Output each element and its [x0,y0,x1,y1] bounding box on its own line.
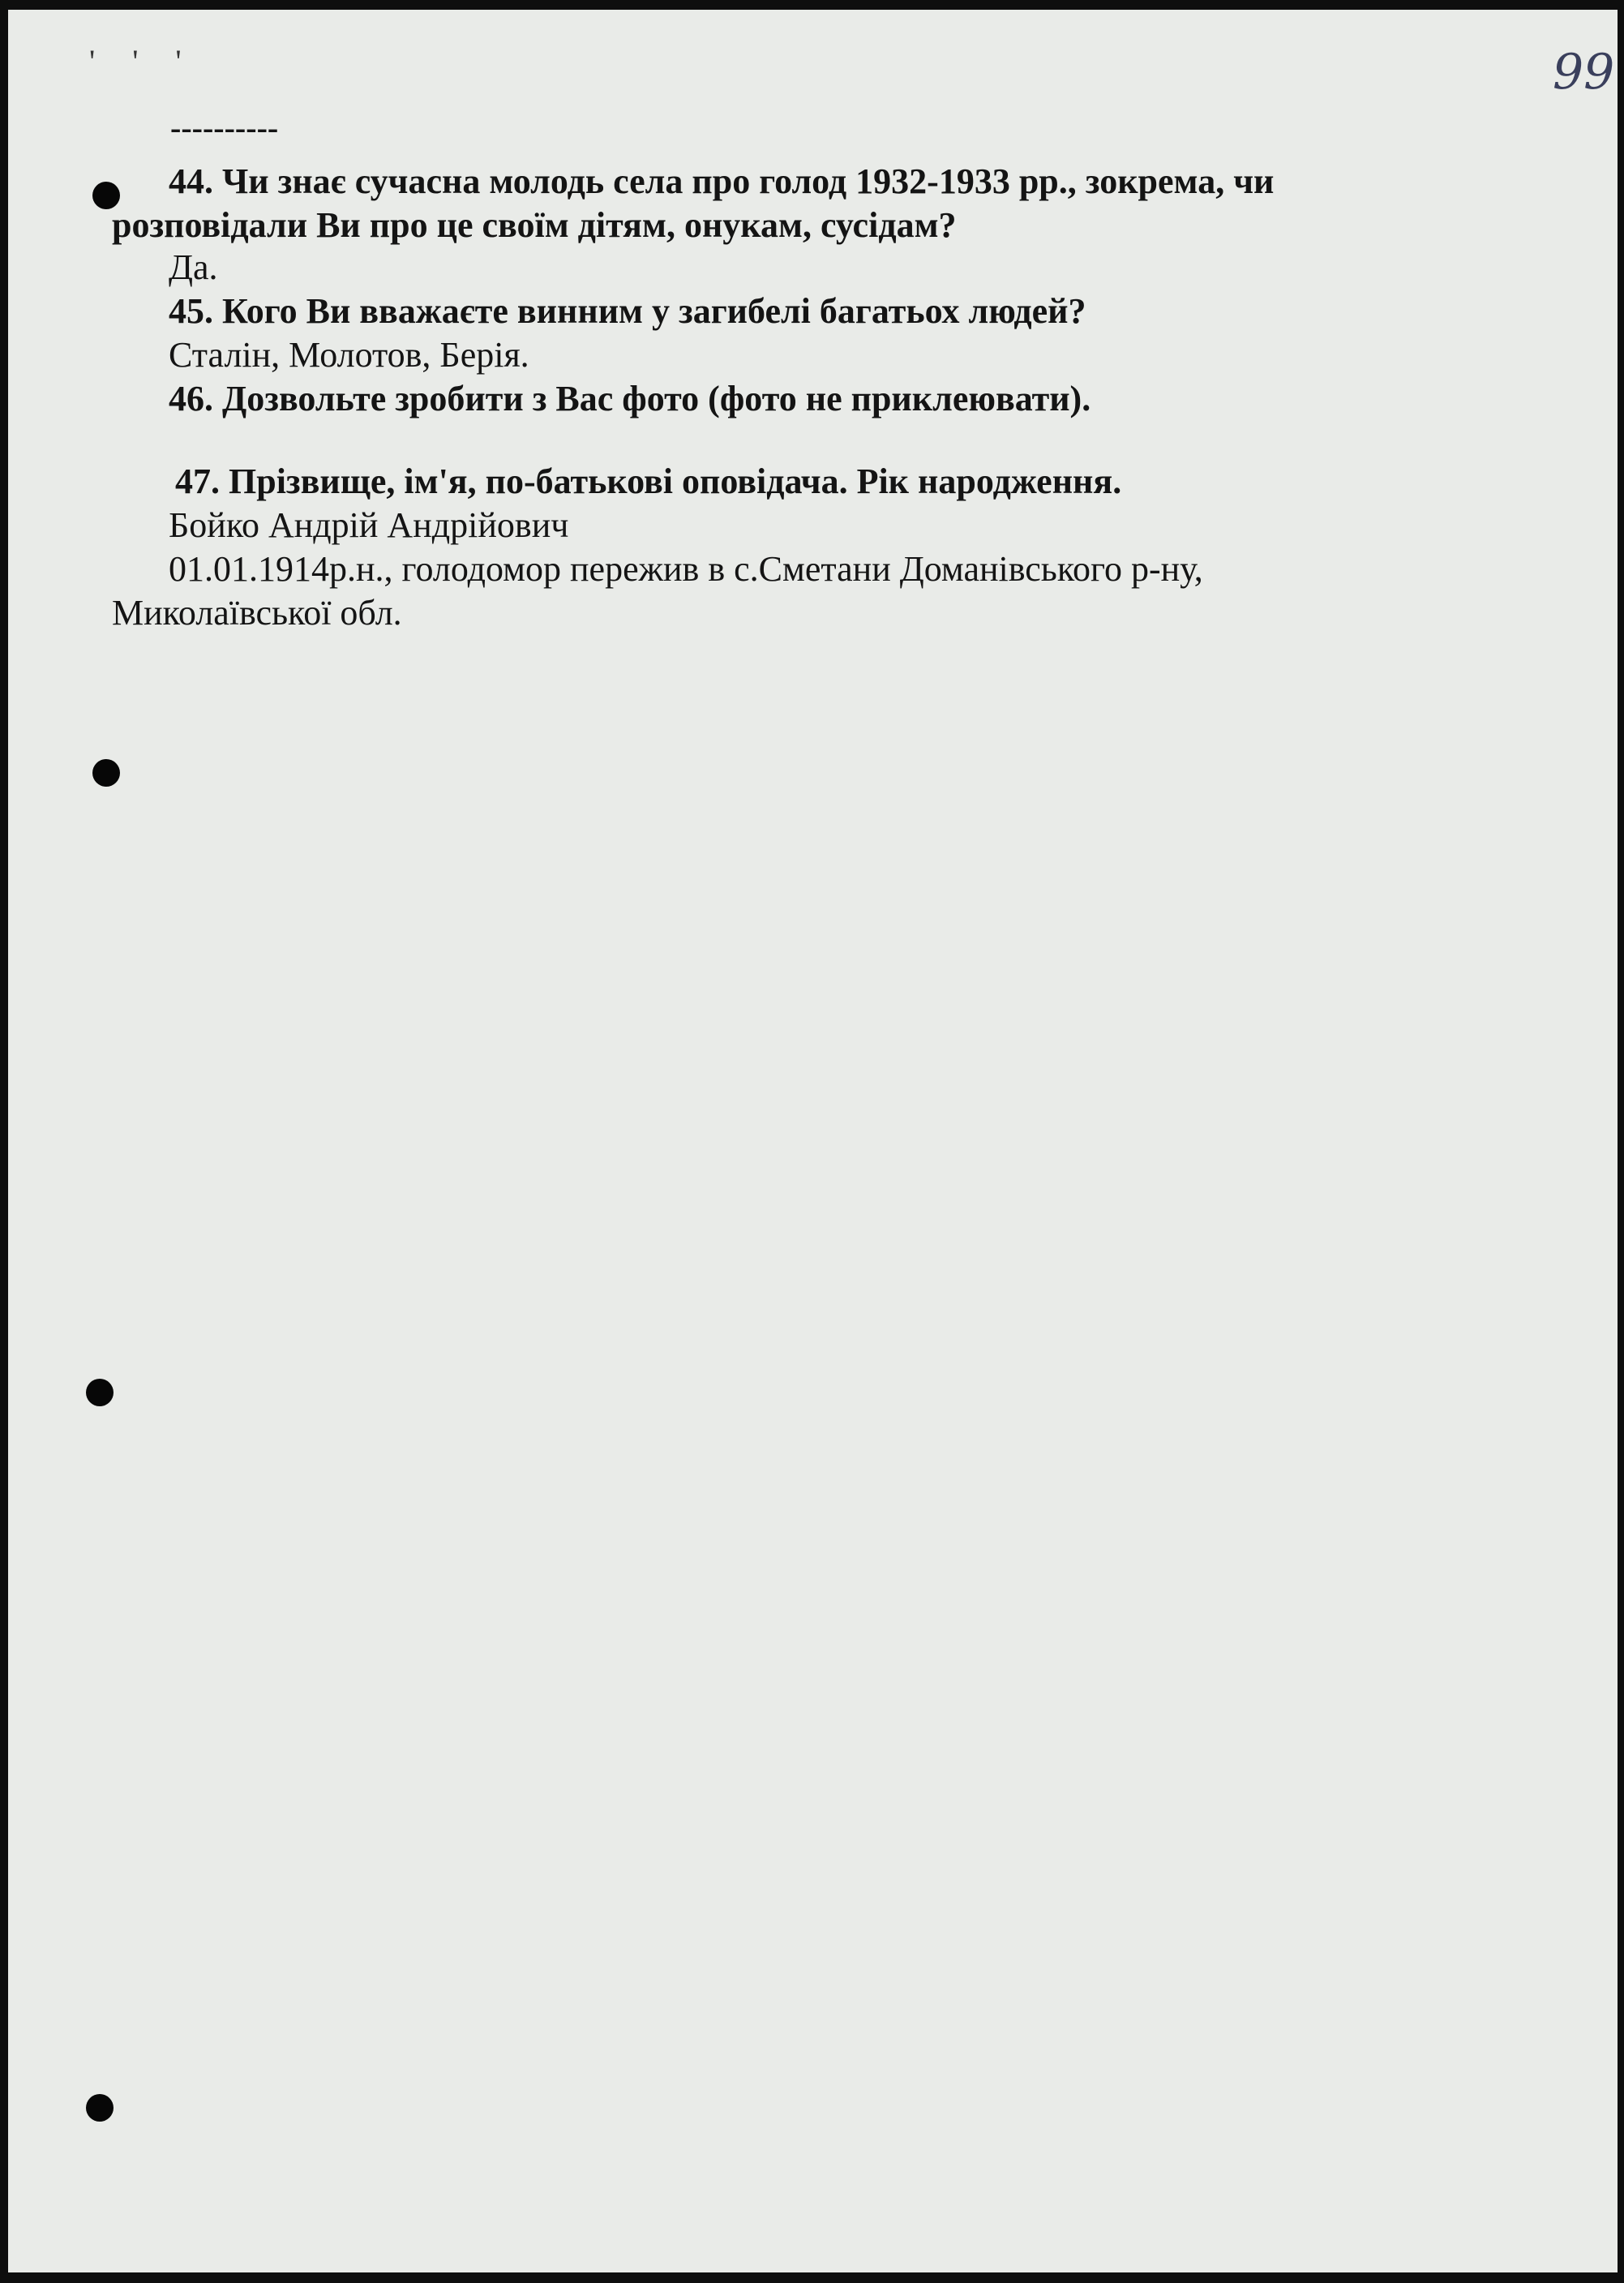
question-44-line1: 44. Чи знає сучасна молодь села про голод 1932-1933 рр., зокрема, чи [169,161,1275,201]
answer-47-line2: Миколаївської обл. [112,593,402,633]
question-45: 45. Кого Ви вважаєте винним у загибелі багатьох людей? [169,291,1086,331]
punch-hole [86,2094,114,2122]
punch-hole [92,759,120,787]
document-page [8,10,1618,2272]
question-47: 47. Прізвище, ім'я, по-батькові оповідача. Рік народження. [175,461,1122,501]
punch-hole [92,182,120,209]
question-44-line2: розповідали Ви про це своїм дітям, онукам, сусідам? [112,205,957,245]
answer-47-line1: 01.01.1914р.н., голодомор пережив в с.Сметани Доманівського р-ну, [169,549,1203,589]
punch-hole [86,1379,114,1406]
handwritten-page-number: 99 [1553,44,1615,101]
answer-44: Да. [169,247,218,287]
answer-47-name: Бойко Андрій Андрійович [169,505,569,545]
scan-specks: ' ' ' [89,43,196,79]
answer-45: Сталін, Молотов, Берія. [169,335,529,375]
separator-line: ---------- [170,109,279,146]
question-46: 46. Дозвольте зробити з Вас фото (фото не приклеювати). [169,379,1091,418]
